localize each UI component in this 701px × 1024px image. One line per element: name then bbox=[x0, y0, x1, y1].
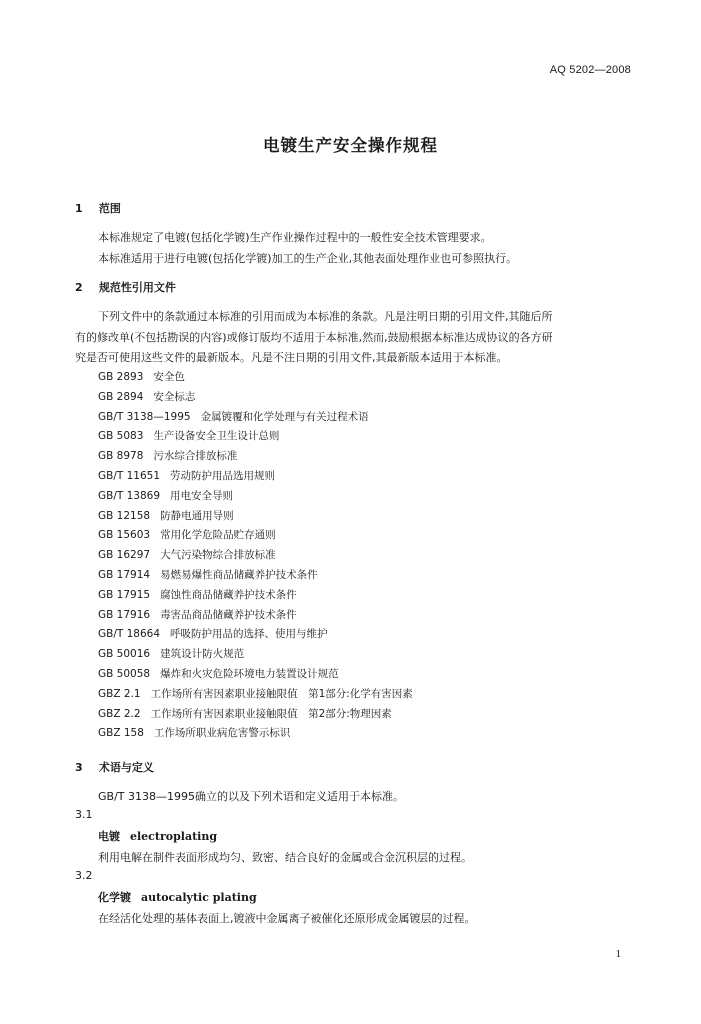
section-number: 1 bbox=[75, 202, 83, 215]
reference-item bbox=[98, 428, 279, 443]
reference-code: GBZ 2.1 bbox=[98, 687, 141, 700]
reference-code: GBZ 2.2 bbox=[98, 707, 141, 720]
section-1-heading bbox=[75, 200, 121, 216]
reference-item bbox=[98, 607, 297, 622]
scope-paragraph-1: 本标准规定了电镀(包括化学镀)生产作业操作过程中的一般性安全技术管理要求。 bbox=[98, 231, 492, 244]
reference-title: 建筑设计防火规范 bbox=[160, 648, 245, 661]
reference-code: GB 50016 bbox=[98, 648, 151, 661]
reference-code: GB 16297 bbox=[98, 549, 151, 562]
reference-title: 安全标志 bbox=[153, 390, 196, 403]
section-2-heading bbox=[75, 279, 176, 295]
reference-code: GBZ 158 bbox=[98, 727, 144, 740]
reference-code: GB 15603 bbox=[98, 529, 151, 542]
term-chinese: 电镀 bbox=[98, 830, 120, 843]
normative-intro-line-1: 下列文件中的条款通过本标准的引用而成为本标准的条款。凡是注明日期的引用文件,其随后所 bbox=[98, 310, 553, 323]
reference-title: 用电安全导则 bbox=[170, 489, 234, 502]
reference-title: 防静电通用导则 bbox=[160, 509, 234, 522]
reference-title: 工作场所有害因素职业接触限值 第2部分:物理因素 bbox=[150, 707, 392, 720]
reference-title: 易燃易爆性商品储藏养护技术条件 bbox=[160, 569, 318, 581]
term-english: autocalytic plating bbox=[141, 891, 257, 904]
reference-code: GB 8978 bbox=[98, 450, 144, 463]
section-title: 术语与定义 bbox=[98, 761, 154, 774]
section-3-heading bbox=[75, 759, 154, 775]
term-heading bbox=[98, 828, 217, 844]
page-title: 电镀生产安全操作规程 bbox=[263, 136, 438, 155]
reference-item bbox=[98, 448, 237, 463]
section-title: 范围 bbox=[98, 202, 121, 215]
reference-code: GB 50058 bbox=[98, 668, 151, 680]
document-id: AQ 5202—2008 bbox=[549, 64, 631, 76]
reference-title: 污水综合排放标准 bbox=[153, 450, 238, 463]
reference-code: GB/T 3138—1995 bbox=[98, 410, 191, 423]
reference-code: GB 17915 bbox=[98, 588, 151, 601]
reference-code: GB/T 13869 bbox=[98, 489, 161, 502]
term-english: electroplating bbox=[130, 830, 218, 843]
reference-item bbox=[98, 587, 297, 602]
reference-item bbox=[98, 369, 185, 384]
reference-item bbox=[98, 389, 195, 404]
reference-code: GB 5083 bbox=[98, 430, 144, 443]
reference-item bbox=[98, 409, 369, 424]
section-number: 3 bbox=[75, 761, 83, 774]
term-number: 3.2 bbox=[75, 869, 93, 882]
reference-code: GB 2893 bbox=[98, 371, 144, 383]
reference-item bbox=[98, 646, 244, 661]
reference-item bbox=[98, 626, 328, 641]
reference-title: 腐蚀性商品储藏养护技术条件 bbox=[160, 588, 297, 601]
reference-code: GB/T 18664 bbox=[98, 628, 161, 641]
term-definition: 在经活化处理的基体表面上,镀液中金属离子被催化还原形成金属镀层的过程。 bbox=[98, 912, 476, 925]
reference-code: GB 12158 bbox=[98, 509, 151, 522]
reference-code: GB/T 11651 bbox=[98, 470, 161, 482]
term-number: 3.1 bbox=[75, 808, 93, 821]
reference-code: GB 17916 bbox=[98, 608, 151, 621]
reference-title: 大气污染物综合排放标准 bbox=[160, 549, 276, 562]
reference-title: 工作场所有害因素职业接触限值 第1部分:化学有害因素 bbox=[150, 687, 413, 700]
reference-item bbox=[98, 706, 392, 721]
reference-item bbox=[98, 725, 290, 740]
reference-title: 金属镀覆和化学处理与有关过程术语 bbox=[200, 410, 369, 423]
reference-title: 工作场所职业病危害警示标识 bbox=[153, 727, 291, 740]
reference-title: 常用化学危险品贮存通则 bbox=[160, 529, 276, 542]
reference-item bbox=[98, 666, 339, 681]
reference-item bbox=[98, 508, 234, 523]
reference-title: 劳动防护用品选用规则 bbox=[170, 470, 276, 482]
section-number: 2 bbox=[75, 281, 83, 294]
reference-item bbox=[98, 686, 413, 701]
normative-intro-line-2: 有的修改单(不包括勘误的内容)或修订版均不适用于本标准,然而,鼓励根据本标准达成协议的各方研 bbox=[75, 331, 553, 344]
normative-intro-line-3: 究是否可使用这些文件的最新版本。凡是不注日期的引用文件,其最新版本适用于本标准。 bbox=[75, 351, 508, 364]
scope-paragraph-2: 本标准适用于进行电镀(包括化学镀)加工的生产企业,其他表面处理作业也可参照执行。 bbox=[98, 252, 518, 265]
section-title: 规范性引用文件 bbox=[98, 281, 176, 294]
reference-title: 爆炸和火灾危险环境电力装置设计规范 bbox=[160, 668, 339, 680]
reference-title: 生产设备安全卫生设计总则 bbox=[153, 430, 280, 443]
reference-item bbox=[98, 527, 276, 542]
reference-item bbox=[98, 468, 275, 483]
term-heading bbox=[98, 889, 257, 905]
terms-intro: GB/T 3138—1995确立的以及下列术语和定义适用于本标准。 bbox=[98, 790, 404, 803]
term-definition: 利用电解在制件表面形成均匀、致密、结合良好的金属或合金沉积层的过程。 bbox=[98, 851, 472, 864]
reference-title: 安全色 bbox=[153, 371, 185, 383]
reference-item bbox=[98, 567, 318, 582]
reference-title: 呼吸防护用品的选择、使用与维护 bbox=[170, 628, 328, 641]
reference-item bbox=[98, 547, 276, 562]
page-number: 1 bbox=[615, 948, 621, 960]
reference-code: GB 17914 bbox=[98, 569, 151, 581]
reference-item bbox=[98, 488, 233, 503]
term-chinese: 化学镀 bbox=[98, 891, 131, 904]
reference-code: GB 2894 bbox=[98, 390, 144, 403]
reference-title: 毒害品商品储藏养护技术条件 bbox=[160, 608, 297, 621]
